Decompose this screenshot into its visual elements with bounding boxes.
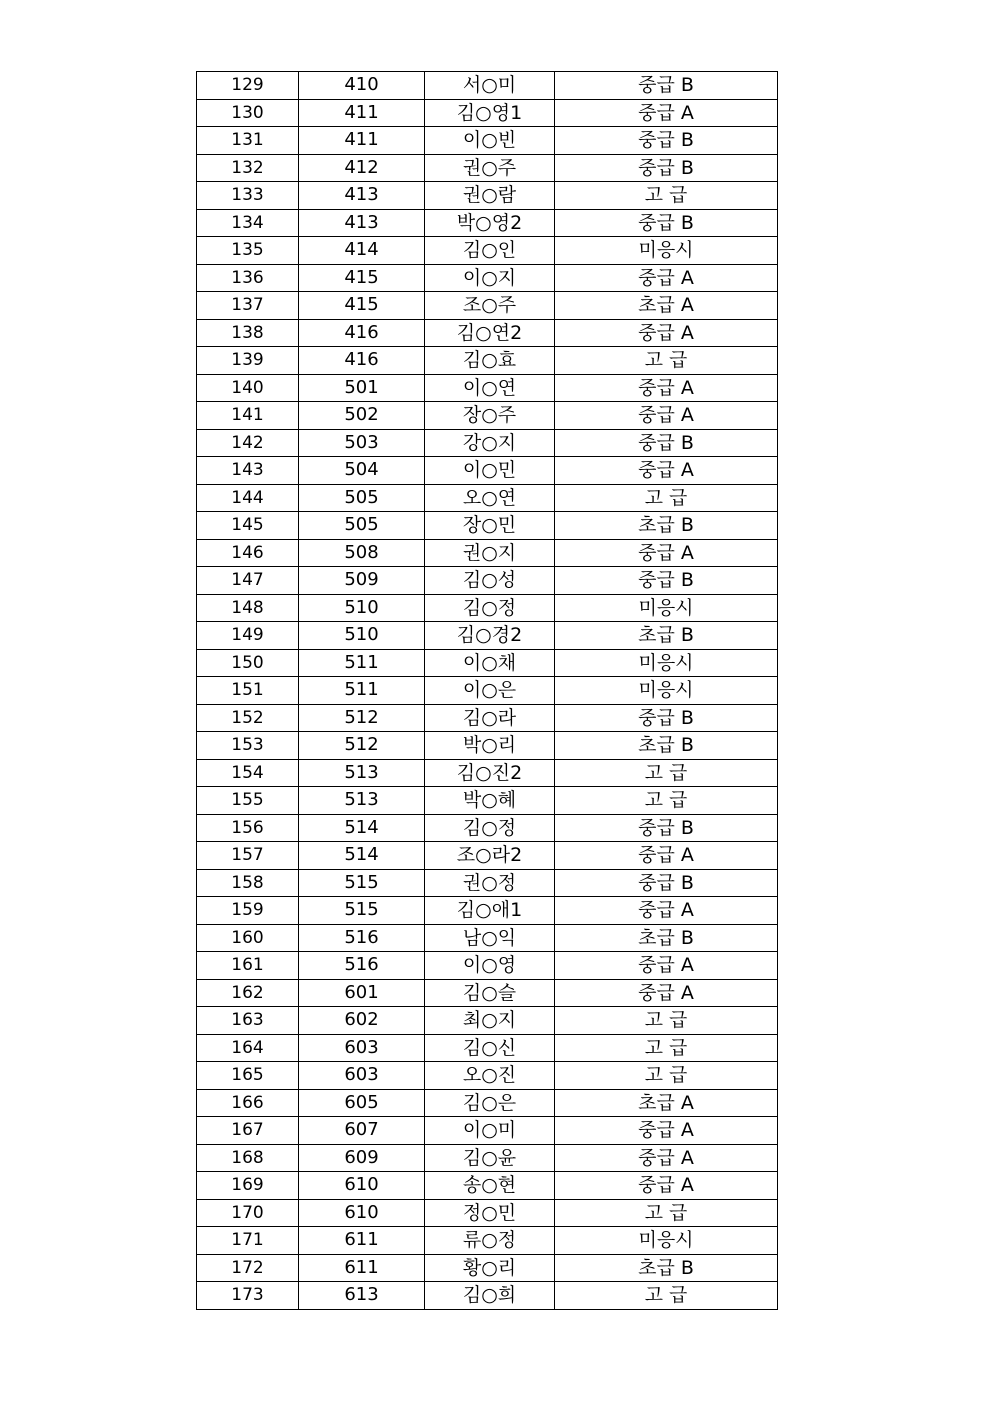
student-name-cell: 김○애1 bbox=[425, 897, 555, 925]
student-name-cell: 이○연 bbox=[425, 374, 555, 402]
grade-cell: 초급 B bbox=[555, 1254, 778, 1282]
row-number-cell: 132 bbox=[197, 154, 299, 182]
row-number-cell: 168 bbox=[197, 1144, 299, 1172]
row-number-cell: 141 bbox=[197, 402, 299, 430]
student-name-cell: 강○지 bbox=[425, 429, 555, 457]
table-row bbox=[197, 72, 778, 100]
row-number-cell: 153 bbox=[197, 732, 299, 760]
table-row bbox=[197, 567, 778, 595]
student-name-cell: 박○리 bbox=[425, 732, 555, 760]
table-row bbox=[197, 512, 778, 540]
room-number-cell: 514 bbox=[299, 842, 425, 870]
room-number-cell: 511 bbox=[299, 649, 425, 677]
row-number-cell: 164 bbox=[197, 1034, 299, 1062]
row-number-cell: 172 bbox=[197, 1254, 299, 1282]
table-row bbox=[197, 952, 778, 980]
grade-cell: 초급 A bbox=[555, 292, 778, 320]
results-table-body bbox=[197, 72, 778, 1310]
grade-cell: 중급 B bbox=[555, 154, 778, 182]
room-number-cell: 609 bbox=[299, 1144, 425, 1172]
student-name-cell: 조○라2 bbox=[425, 842, 555, 870]
row-number-cell: 140 bbox=[197, 374, 299, 402]
table-row bbox=[197, 814, 778, 842]
table-row bbox=[197, 1007, 778, 1035]
table-row bbox=[197, 99, 778, 127]
grade-cell: 초급 A bbox=[555, 1089, 778, 1117]
row-number-cell: 166 bbox=[197, 1089, 299, 1117]
student-name-cell: 조○주 bbox=[425, 292, 555, 320]
grade-cell: 고 급 bbox=[555, 1007, 778, 1035]
student-name-cell: 서○미 bbox=[425, 72, 555, 100]
room-number-cell: 611 bbox=[299, 1227, 425, 1255]
grade-cell: 미응시 bbox=[555, 677, 778, 705]
row-number-cell: 169 bbox=[197, 1172, 299, 1200]
row-number-cell: 129 bbox=[197, 72, 299, 100]
row-number-cell: 138 bbox=[197, 319, 299, 347]
table-row bbox=[197, 319, 778, 347]
table-row bbox=[197, 979, 778, 1007]
grade-cell: 중급 A bbox=[555, 539, 778, 567]
room-number-cell: 605 bbox=[299, 1089, 425, 1117]
room-number-cell: 603 bbox=[299, 1034, 425, 1062]
student-name-cell: 김○효 bbox=[425, 347, 555, 375]
room-number-cell: 410 bbox=[299, 72, 425, 100]
room-number-cell: 505 bbox=[299, 512, 425, 540]
room-number-cell: 413 bbox=[299, 209, 425, 237]
table-row bbox=[197, 594, 778, 622]
grade-cell: 중급 A bbox=[555, 897, 778, 925]
row-number-cell: 167 bbox=[197, 1117, 299, 1145]
table-row bbox=[197, 1062, 778, 1090]
grade-cell: 중급 B bbox=[555, 567, 778, 595]
table-row bbox=[197, 1089, 778, 1117]
grade-cell: 중급 A bbox=[555, 1172, 778, 1200]
row-number-cell: 158 bbox=[197, 869, 299, 897]
table-row bbox=[197, 1254, 778, 1282]
row-number-cell: 162 bbox=[197, 979, 299, 1007]
room-number-cell: 510 bbox=[299, 622, 425, 650]
student-name-cell: 김○연2 bbox=[425, 319, 555, 347]
grade-cell: 중급 B bbox=[555, 869, 778, 897]
results-table bbox=[196, 71, 778, 1310]
grade-cell: 고 급 bbox=[555, 1282, 778, 1310]
student-name-cell: 장○주 bbox=[425, 402, 555, 430]
student-name-cell: 권○지 bbox=[425, 539, 555, 567]
grade-cell: 중급 A bbox=[555, 842, 778, 870]
grade-cell: 중급 A bbox=[555, 264, 778, 292]
room-number-cell: 411 bbox=[299, 127, 425, 155]
grade-cell: 중급 A bbox=[555, 1117, 778, 1145]
table-row bbox=[197, 539, 778, 567]
student-name-cell: 최○지 bbox=[425, 1007, 555, 1035]
student-name-cell: 이○미 bbox=[425, 1117, 555, 1145]
student-name-cell: 류○정 bbox=[425, 1227, 555, 1255]
room-number-cell: 511 bbox=[299, 677, 425, 705]
grade-cell: 고 급 bbox=[555, 347, 778, 375]
grade-cell: 초급 B bbox=[555, 732, 778, 760]
student-name-cell: 권○람 bbox=[425, 182, 555, 210]
table-row bbox=[197, 677, 778, 705]
student-name-cell: 김○진2 bbox=[425, 759, 555, 787]
row-number-cell: 171 bbox=[197, 1227, 299, 1255]
student-name-cell: 김○정 bbox=[425, 814, 555, 842]
grade-cell: 중급 B bbox=[555, 814, 778, 842]
room-number-cell: 610 bbox=[299, 1172, 425, 1200]
grade-cell: 미응시 bbox=[555, 649, 778, 677]
grade-cell: 중급 B bbox=[555, 72, 778, 100]
student-name-cell: 권○정 bbox=[425, 869, 555, 897]
table-row bbox=[197, 732, 778, 760]
room-number-cell: 516 bbox=[299, 952, 425, 980]
table-row bbox=[197, 649, 778, 677]
room-number-cell: 412 bbox=[299, 154, 425, 182]
grade-cell: 고 급 bbox=[555, 1199, 778, 1227]
row-number-cell: 146 bbox=[197, 539, 299, 567]
student-name-cell: 김○영1 bbox=[425, 99, 555, 127]
student-name-cell: 박○혜 bbox=[425, 787, 555, 815]
table-row bbox=[197, 622, 778, 650]
grade-cell: 고 급 bbox=[555, 484, 778, 512]
student-name-cell: 이○영 bbox=[425, 952, 555, 980]
grade-cell: 고 급 bbox=[555, 759, 778, 787]
row-number-cell: 135 bbox=[197, 237, 299, 265]
student-name-cell: 이○민 bbox=[425, 457, 555, 485]
row-number-cell: 147 bbox=[197, 567, 299, 595]
row-number-cell: 152 bbox=[197, 704, 299, 732]
table-row bbox=[197, 759, 778, 787]
student-name-cell: 김○경2 bbox=[425, 622, 555, 650]
student-name-cell: 이○채 bbox=[425, 649, 555, 677]
grade-cell: 고 급 bbox=[555, 182, 778, 210]
student-name-cell: 이○빈 bbox=[425, 127, 555, 155]
room-number-cell: 414 bbox=[299, 237, 425, 265]
student-name-cell: 정○민 bbox=[425, 1199, 555, 1227]
row-number-cell: 155 bbox=[197, 787, 299, 815]
room-number-cell: 502 bbox=[299, 402, 425, 430]
table-row bbox=[197, 127, 778, 155]
room-number-cell: 413 bbox=[299, 182, 425, 210]
room-number-cell: 512 bbox=[299, 704, 425, 732]
row-number-cell: 131 bbox=[197, 127, 299, 155]
room-number-cell: 513 bbox=[299, 787, 425, 815]
table-row bbox=[197, 897, 778, 925]
student-name-cell: 오○진 bbox=[425, 1062, 555, 1090]
row-number-cell: 161 bbox=[197, 952, 299, 980]
table-row bbox=[197, 1034, 778, 1062]
student-name-cell: 김○정 bbox=[425, 594, 555, 622]
row-number-cell: 154 bbox=[197, 759, 299, 787]
table-row bbox=[197, 704, 778, 732]
row-number-cell: 170 bbox=[197, 1199, 299, 1227]
room-number-cell: 415 bbox=[299, 264, 425, 292]
room-number-cell: 415 bbox=[299, 292, 425, 320]
room-number-cell: 504 bbox=[299, 457, 425, 485]
table-row bbox=[197, 374, 778, 402]
student-name-cell: 오○연 bbox=[425, 484, 555, 512]
room-number-cell: 611 bbox=[299, 1254, 425, 1282]
grade-cell: 중급 B bbox=[555, 704, 778, 732]
room-number-cell: 602 bbox=[299, 1007, 425, 1035]
grade-cell: 고 급 bbox=[555, 1062, 778, 1090]
table-row bbox=[197, 402, 778, 430]
grade-cell: 초급 B bbox=[555, 924, 778, 952]
table-row bbox=[197, 1172, 778, 1200]
table-row bbox=[197, 1282, 778, 1310]
student-name-cell: 장○민 bbox=[425, 512, 555, 540]
row-number-cell: 133 bbox=[197, 182, 299, 210]
room-number-cell: 514 bbox=[299, 814, 425, 842]
room-number-cell: 610 bbox=[299, 1199, 425, 1227]
room-number-cell: 607 bbox=[299, 1117, 425, 1145]
room-number-cell: 505 bbox=[299, 484, 425, 512]
row-number-cell: 139 bbox=[197, 347, 299, 375]
table-row bbox=[197, 264, 778, 292]
grade-cell: 중급 A bbox=[555, 979, 778, 1007]
student-name-cell: 남○익 bbox=[425, 924, 555, 952]
room-number-cell: 512 bbox=[299, 732, 425, 760]
room-number-cell: 516 bbox=[299, 924, 425, 952]
table-row bbox=[197, 292, 778, 320]
table-row bbox=[197, 1144, 778, 1172]
grade-cell: 중급 B bbox=[555, 127, 778, 155]
room-number-cell: 510 bbox=[299, 594, 425, 622]
row-number-cell: 156 bbox=[197, 814, 299, 842]
table-row bbox=[197, 429, 778, 457]
table-row bbox=[197, 1199, 778, 1227]
room-number-cell: 508 bbox=[299, 539, 425, 567]
grade-cell: 고 급 bbox=[555, 1034, 778, 1062]
table-row bbox=[197, 842, 778, 870]
row-number-cell: 143 bbox=[197, 457, 299, 485]
row-number-cell: 149 bbox=[197, 622, 299, 650]
table-row bbox=[197, 182, 778, 210]
row-number-cell: 165 bbox=[197, 1062, 299, 1090]
room-number-cell: 601 bbox=[299, 979, 425, 1007]
grade-cell: 중급 B bbox=[555, 209, 778, 237]
row-number-cell: 157 bbox=[197, 842, 299, 870]
row-number-cell: 159 bbox=[197, 897, 299, 925]
student-name-cell: 김○라 bbox=[425, 704, 555, 732]
room-number-cell: 515 bbox=[299, 897, 425, 925]
student-name-cell: 김○은 bbox=[425, 1089, 555, 1117]
table-row bbox=[197, 484, 778, 512]
room-number-cell: 416 bbox=[299, 347, 425, 375]
room-number-cell: 501 bbox=[299, 374, 425, 402]
grade-cell: 고 급 bbox=[555, 787, 778, 815]
room-number-cell: 503 bbox=[299, 429, 425, 457]
row-number-cell: 134 bbox=[197, 209, 299, 237]
grade-cell: 초급 B bbox=[555, 512, 778, 540]
student-name-cell: 권○주 bbox=[425, 154, 555, 182]
row-number-cell: 151 bbox=[197, 677, 299, 705]
table-row bbox=[197, 237, 778, 265]
table-row bbox=[197, 154, 778, 182]
table-row bbox=[197, 347, 778, 375]
student-name-cell: 김○윤 bbox=[425, 1144, 555, 1172]
grade-cell: 중급 B bbox=[555, 429, 778, 457]
row-number-cell: 137 bbox=[197, 292, 299, 320]
row-number-cell: 160 bbox=[197, 924, 299, 952]
row-number-cell: 173 bbox=[197, 1282, 299, 1310]
grade-cell: 중급 A bbox=[555, 952, 778, 980]
row-number-cell: 148 bbox=[197, 594, 299, 622]
grade-cell: 중급 A bbox=[555, 402, 778, 430]
row-number-cell: 130 bbox=[197, 99, 299, 127]
student-name-cell: 김○성 bbox=[425, 567, 555, 595]
grade-cell: 미응시 bbox=[555, 237, 778, 265]
row-number-cell: 145 bbox=[197, 512, 299, 540]
student-name-cell: 송○현 bbox=[425, 1172, 555, 1200]
room-number-cell: 613 bbox=[299, 1282, 425, 1310]
table-row bbox=[197, 457, 778, 485]
grade-cell: 미응시 bbox=[555, 1227, 778, 1255]
student-name-cell: 김○슬 bbox=[425, 979, 555, 1007]
table-row bbox=[197, 1117, 778, 1145]
student-name-cell: 황○리 bbox=[425, 1254, 555, 1282]
row-number-cell: 150 bbox=[197, 649, 299, 677]
row-number-cell: 144 bbox=[197, 484, 299, 512]
row-number-cell: 136 bbox=[197, 264, 299, 292]
grade-cell: 중급 A bbox=[555, 319, 778, 347]
table-row bbox=[197, 787, 778, 815]
table-row bbox=[197, 209, 778, 237]
student-name-cell: 김○인 bbox=[425, 237, 555, 265]
student-name-cell: 이○지 bbox=[425, 264, 555, 292]
student-name-cell: 이○은 bbox=[425, 677, 555, 705]
grade-cell: 중급 A bbox=[555, 1144, 778, 1172]
grade-cell: 초급 B bbox=[555, 622, 778, 650]
table-row bbox=[197, 924, 778, 952]
grade-cell: 중급 A bbox=[555, 99, 778, 127]
student-name-cell: 박○영2 bbox=[425, 209, 555, 237]
grade-cell: 미응시 bbox=[555, 594, 778, 622]
student-name-cell: 김○신 bbox=[425, 1034, 555, 1062]
table-row bbox=[197, 1227, 778, 1255]
room-number-cell: 411 bbox=[299, 99, 425, 127]
grade-cell: 중급 A bbox=[555, 374, 778, 402]
room-number-cell: 416 bbox=[299, 319, 425, 347]
room-number-cell: 509 bbox=[299, 567, 425, 595]
room-number-cell: 603 bbox=[299, 1062, 425, 1090]
grade-cell: 중급 A bbox=[555, 457, 778, 485]
table-row bbox=[197, 869, 778, 897]
student-name-cell: 김○희 bbox=[425, 1282, 555, 1310]
room-number-cell: 513 bbox=[299, 759, 425, 787]
row-number-cell: 142 bbox=[197, 429, 299, 457]
row-number-cell: 163 bbox=[197, 1007, 299, 1035]
room-number-cell: 515 bbox=[299, 869, 425, 897]
